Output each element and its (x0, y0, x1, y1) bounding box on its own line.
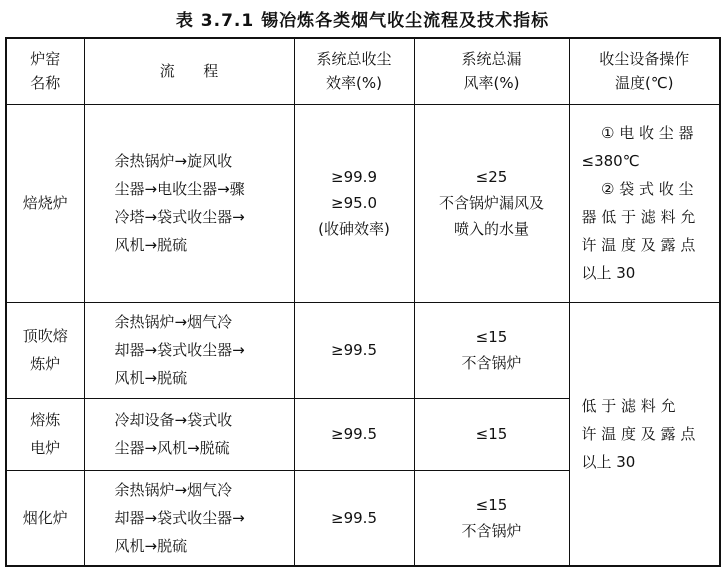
header-leak-rate: 系统总漏 风率(%) (414, 38, 569, 104)
furnace-name-cell: 顶吹熔 炼炉 (6, 302, 84, 398)
furnace-name-cell: 烟化炉 (6, 470, 84, 566)
header-efficiency: 系统总收尘 效率(%) (294, 38, 414, 104)
dust-collection-table (5, 37, 721, 567)
efficiency-cell: ≥99.5 (294, 302, 414, 398)
leak-rate-cell: ≤25 不含锅炉漏风及 喷入的水量 (414, 104, 569, 302)
process-cell: 余热锅炉→烟气冷 却器→袋式收尘器→ 风机→脱硫 (84, 302, 294, 398)
leak-rate-cell: ≤15 不含锅炉 (414, 470, 569, 566)
efficiency-cell: ≥99.9 ≥95.0 (收砷效率) (294, 104, 414, 302)
header-temperature: 收尘设备操作 温度(℃) (569, 38, 720, 104)
header-row (6, 38, 720, 104)
table-caption: 表 3.7.1 锡冶炼各类烟气收尘流程及技术指标 (175, 11, 550, 31)
process-cell: 余热锅炉→旋风收 尘器→电收尘器→骤 冷塔→袋式收尘器→ 风机→脱硫 (84, 104, 294, 302)
leak-rate-cell: ≤15 不含锅炉 (414, 302, 569, 398)
header-furnace: 炉窑 名称 (6, 38, 84, 104)
furnace-name-cell: 熔炼 电炉 (6, 398, 84, 470)
table-row (6, 302, 720, 398)
efficiency-cell: ≥99.5 (294, 470, 414, 566)
efficiency-cell: ≥99.5 (294, 398, 414, 470)
header-process: 流 程 (84, 38, 294, 104)
temperature-cell: ① 电 收 尘 器 ≤380℃ ② 袋 式 收 尘 器 低 于 滤 料 允 许 温 度 及 露 点 以上 30 (569, 104, 720, 302)
leak-rate-cell: ≤15 (414, 398, 569, 470)
furnace-name-cell: 焙烧炉 (6, 104, 84, 302)
process-cell: 冷却设备→袋式收 尘器→风机→脱硫 (84, 398, 294, 470)
shared-temperature-cell: 低 于 滤 料 允 许 温 度 及 露 点 以上 30 (569, 302, 720, 566)
table-row (6, 104, 720, 302)
process-cell: 余热锅炉→烟气冷 却器→袋式收尘器→ 风机→脱硫 (84, 470, 294, 566)
